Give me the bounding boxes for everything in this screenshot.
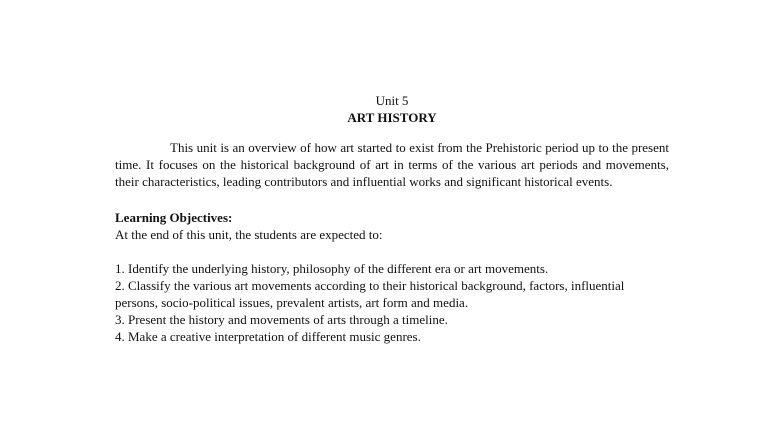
intro-paragraph: This unit is an overview of how art started to exist from the Prehistoric period up to the present time. It focuses on the historical background of art in terms of the various art periods and movements, their characteristics, leading contributors and influential works and significant historical events. xyxy=(115,140,669,189)
unit-label: Unit 5 xyxy=(375,93,409,108)
objective-item: 2. Classify the various art movements according to their historical background, factors, influential persons, socio-political issues, prevalent artists, art form and media. xyxy=(115,278,625,310)
objective-item: 1. Identify the underlying history, philosophy of the different era or art movements. xyxy=(115,261,549,276)
page-title: ART HISTORY xyxy=(347,110,437,125)
objectives-list xyxy=(115,260,669,345)
objective-item: 4. Make a creative interpretation of different music genres. xyxy=(115,329,421,344)
objectives-heading: Learning Objectives: xyxy=(115,210,233,225)
objectives-intro: At the end of this unit, the students are expected to: xyxy=(115,227,383,242)
objective-item: 3. Present the history and movements of arts through a timeline. xyxy=(115,312,448,327)
document-page xyxy=(115,92,669,345)
